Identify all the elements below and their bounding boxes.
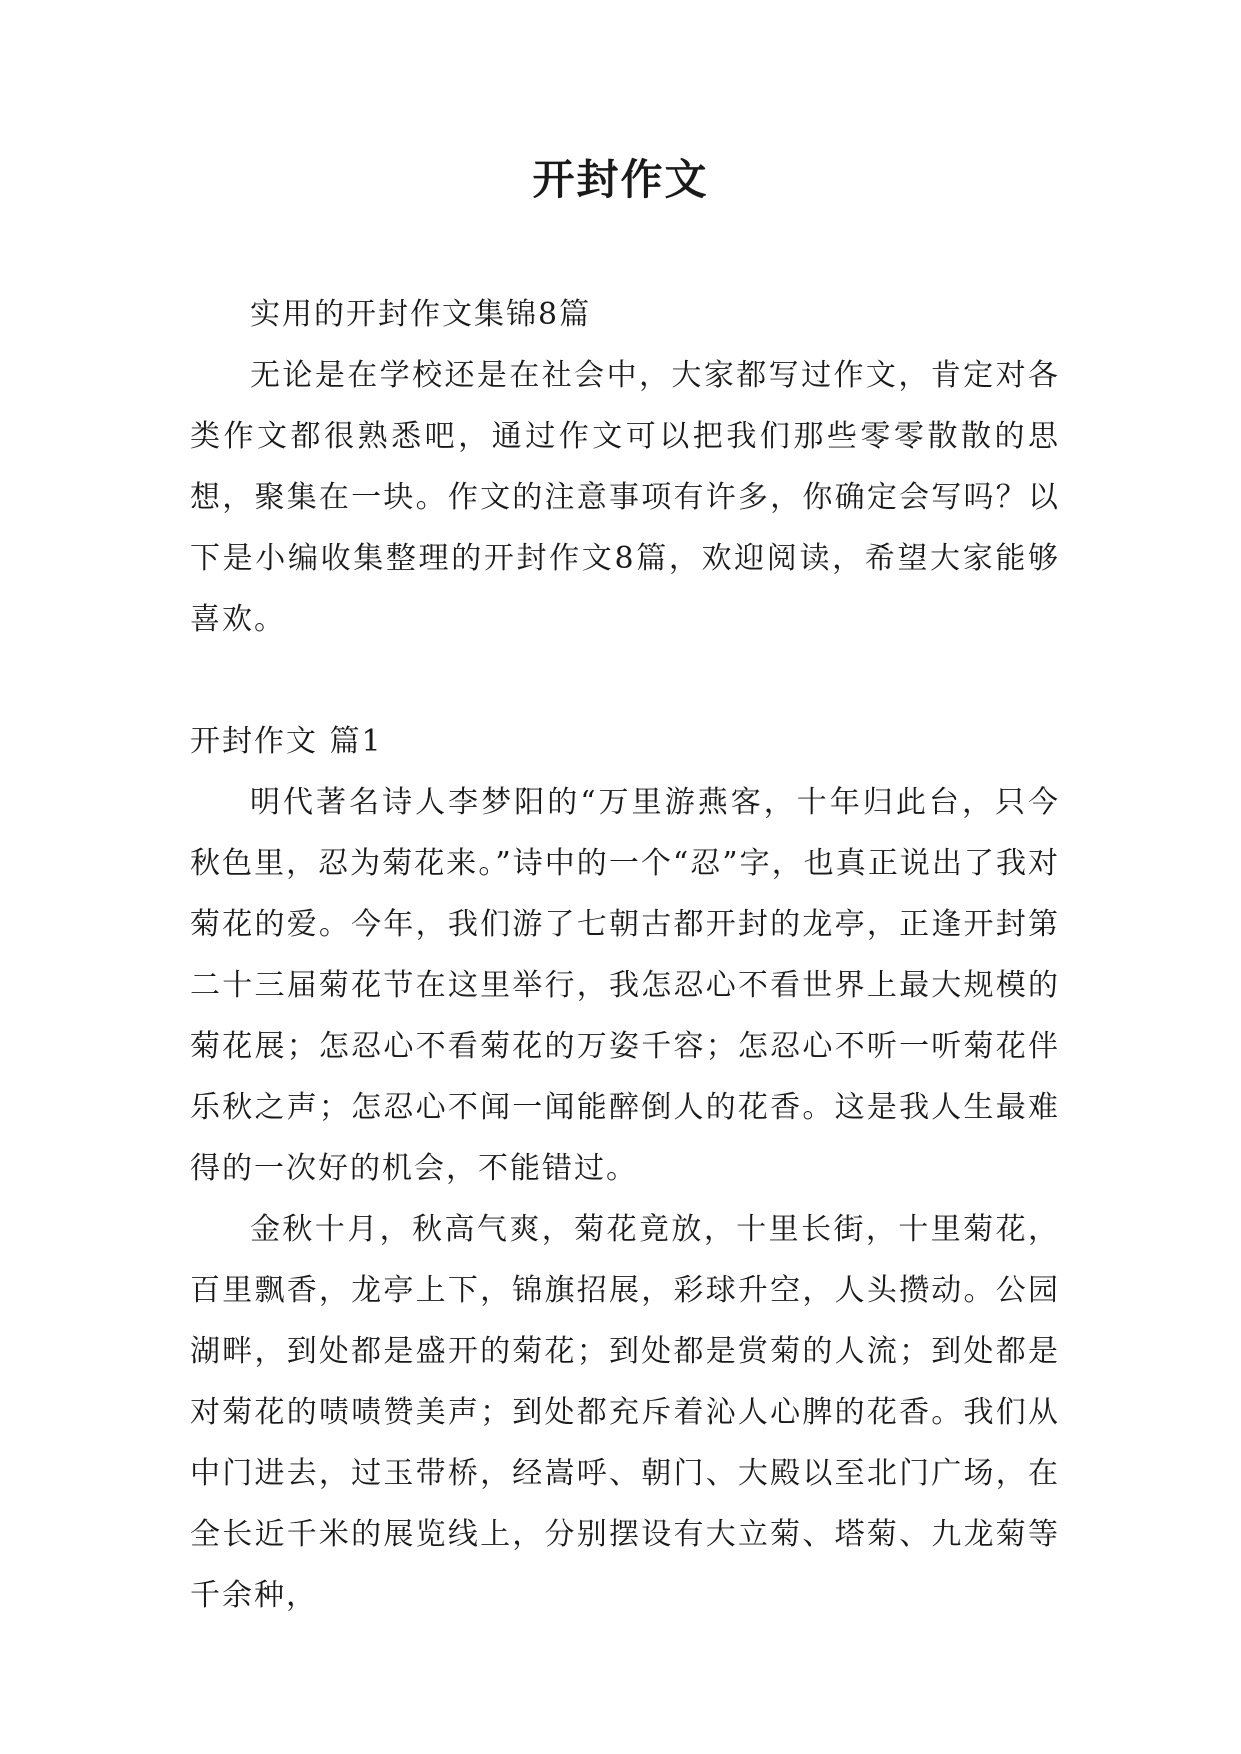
- body-paragraph: 金秋十月，秋高气爽，菊花竟放，十里长街，十里菊花，百里飘香，龙亭上下，锦旗招展，彩球升空，人头攒动。公园湖畔，到处都是盛开的菊花；到处都是赏菊的人流；到处都是对菊花的啧啧赞美声；到处都充斥着沁人心脾的花香。我们从中门进去，过玉带桥，经嵩呼、朝门、大殿以至北门广场，在全长近千米的展览线上，分别摆设有大立菊、塔菊、九龙菊等千余种，: [190, 1212, 1060, 1613]
- intro-paragraph: 无论是在学校还是在社会中，大家都写过作文，肯定对各类作文都很熟悉吧，通过作文可以把我们那些零零散散的思想，聚集在一块。作文的注意事项有许多，你确定会写吗？以下是小编收集整理的开封作文8篇，欢迎阅读，希望大家能够喜欢。: [190, 358, 1060, 637]
- document-title: 开封作文: [532, 155, 709, 204]
- body-paragraph: 明代著名诗人李梦阳的“万里游燕客，十年归此台，只今秋色里，忍为菊花来。”诗中的一个“忍”字，也真正说出了我对菊花的爱。今年，我们游了七朝古都开封的龙亭，正逢开封第二十三届菊花节在这里举行，我怎忍心不看世界上最大规模的菊花展；怎忍心不看菊花的万姿千容；怎忍心不听一听菊花伴乐秋之声；怎忍心不闻一闻能醉倒人的花香。这是我人生最难得的一次好的机会，不能错过。: [190, 785, 1060, 1186]
- document-subtitle: 实用的开封作文集锦8篇: [250, 297, 592, 332]
- document-body: [190, 284, 1060, 1626]
- section-heading: 开封作文 篇1: [190, 724, 383, 759]
